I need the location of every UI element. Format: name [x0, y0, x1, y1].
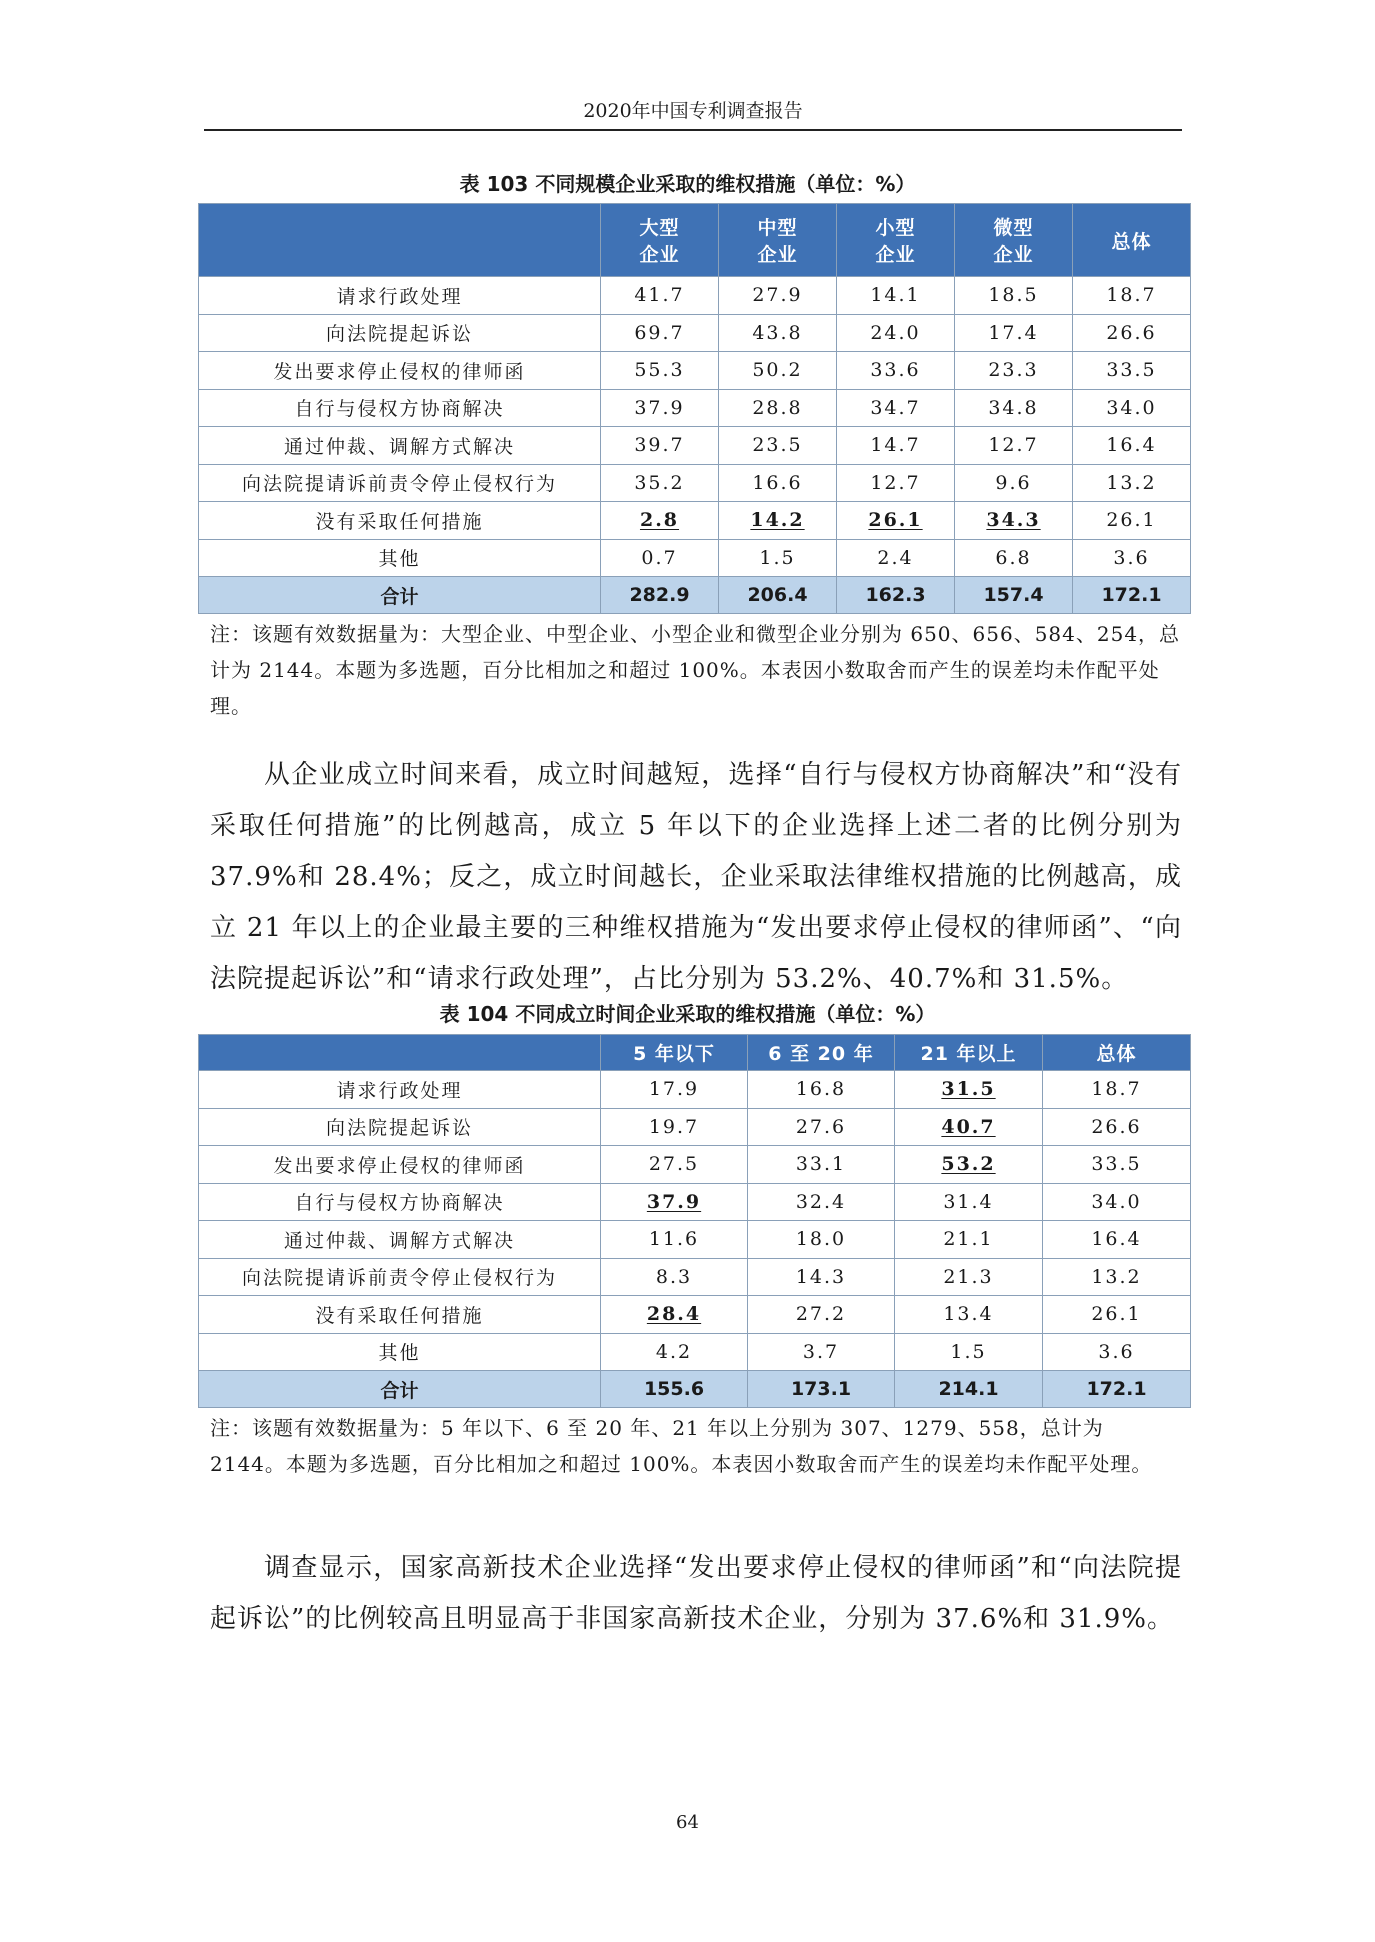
total-cell: 173.1	[748, 1371, 895, 1408]
table-row	[199, 1296, 1191, 1334]
cell: 0.7	[601, 539, 719, 577]
cell: 19.7	[601, 1108, 748, 1146]
column-header: 微型 企业	[955, 204, 1073, 277]
total-cell: 172.1	[1073, 577, 1191, 614]
column-header: 21 年以上	[895, 1035, 1043, 1071]
cell: 13.2	[1043, 1258, 1191, 1296]
cell: 33.5	[1073, 352, 1191, 390]
cell: 14.3	[748, 1258, 895, 1296]
highlight-cell: 28.4	[601, 1296, 748, 1334]
table-header-row	[199, 1035, 1191, 1071]
table-row	[199, 389, 1191, 427]
row-label: 没有采取任何措施	[199, 502, 601, 540]
cell: 27.5	[601, 1146, 748, 1184]
table-row	[199, 277, 1191, 315]
cell: 26.1	[1073, 502, 1191, 540]
cell: 24.0	[837, 314, 955, 352]
table-row	[199, 1183, 1191, 1221]
cell: 8.3	[601, 1258, 748, 1296]
row-label: 发出要求停止侵权的律师函	[199, 352, 601, 390]
row-label: 没有采取任何措施	[199, 1296, 601, 1334]
highlight-cell: 2.8	[601, 502, 719, 540]
cell: 1.5	[895, 1333, 1043, 1371]
cell: 2.4	[837, 539, 955, 577]
cell: 11.6	[601, 1221, 748, 1259]
column-header: 5 年以下	[601, 1035, 748, 1071]
cell: 41.7	[601, 277, 719, 315]
header-blank-cell	[199, 1035, 601, 1071]
row-label: 向法院提起诉讼	[199, 314, 601, 352]
row-label: 其他	[199, 539, 601, 577]
cell: 31.4	[895, 1183, 1043, 1221]
cell: 37.9	[601, 389, 719, 427]
body-paragraph: 调查显示，国家高新技术企业选择“发出要求停止侵权的律师函”和“向法院提起诉讼”的比例较高且明显高于非国家高新技术企业，分别为 37.6%和 31.9%。	[210, 1553, 1182, 1634]
cell: 27.6	[748, 1108, 895, 1146]
cell: 16.4	[1043, 1221, 1191, 1259]
total-cell: 155.6	[601, 1371, 748, 1408]
cell: 26.6	[1073, 314, 1191, 352]
table-104	[198, 1034, 1191, 1408]
row-label: 自行与侵权方协商解决	[199, 1183, 601, 1221]
cell: 12.7	[837, 464, 955, 502]
column-header: 总体	[1043, 1035, 1191, 1071]
header-blank-cell	[199, 204, 601, 277]
highlight-cell: 14.2	[719, 502, 837, 540]
table-header-row	[199, 204, 1191, 277]
cell: 39.7	[601, 427, 719, 465]
column-header: 总体	[1073, 204, 1191, 277]
cell: 35.2	[601, 464, 719, 502]
cell: 34.0	[1043, 1183, 1191, 1221]
table-row	[199, 1146, 1191, 1184]
total-label: 合计	[199, 577, 601, 614]
table-row	[199, 1333, 1191, 1371]
table-row	[199, 502, 1191, 540]
cell: 23.3	[955, 352, 1073, 390]
total-cell: 282.9	[601, 577, 719, 614]
total-cell: 214.1	[895, 1371, 1043, 1408]
table-row	[199, 352, 1191, 390]
row-label: 通过仲裁、调解方式解决	[199, 427, 601, 465]
row-label: 请求行政处理	[199, 277, 601, 315]
cell: 27.2	[748, 1296, 895, 1334]
cell: 43.8	[719, 314, 837, 352]
row-label: 向法院提请诉前责令停止侵权行为	[199, 1258, 601, 1296]
running-header: 2020年中国专利调查报告	[204, 96, 1182, 131]
row-label: 向法院提请诉前责令停止侵权行为	[199, 464, 601, 502]
cell: 9.6	[955, 464, 1073, 502]
row-label: 其他	[199, 1333, 601, 1371]
total-cell: 206.4	[719, 577, 837, 614]
table-104-note: 注：该题有效数据量为：5 年以下、6 至 20 年、21 年以上分别为 307、1279、558，总计为 2144。本题为多选题，百分比相加之和超过 100%。本表因小数取舍而产生的误差均未作配平处理。	[210, 1416, 1153, 1476]
row-label: 请求行政处理	[199, 1071, 601, 1109]
cell: 26.6	[1043, 1108, 1191, 1146]
page-number: 64	[676, 1812, 699, 1833]
cell: 13.2	[1073, 464, 1191, 502]
cell: 27.9	[719, 277, 837, 315]
total-label: 合计	[199, 1371, 601, 1408]
cell: 16.8	[748, 1071, 895, 1109]
cell: 50.2	[719, 352, 837, 390]
cell: 16.4	[1073, 427, 1191, 465]
total-cell: 157.4	[955, 577, 1073, 614]
table-104-caption: 表 104 不同成立时间企业采取的维权措施（单位：%）	[439, 1002, 936, 1026]
table-row	[199, 1221, 1191, 1259]
cell: 33.6	[837, 352, 955, 390]
cell: 14.1	[837, 277, 955, 315]
cell: 21.1	[895, 1221, 1043, 1259]
cell: 23.5	[719, 427, 837, 465]
cell: 17.9	[601, 1071, 748, 1109]
cell: 18.0	[748, 1221, 895, 1259]
cell: 21.3	[895, 1258, 1043, 1296]
cell: 26.1	[1043, 1296, 1191, 1334]
cell: 28.8	[719, 389, 837, 427]
highlight-cell: 53.2	[895, 1146, 1043, 1184]
cell: 55.3	[601, 352, 719, 390]
cell: 69.7	[601, 314, 719, 352]
table-103	[198, 203, 1191, 614]
highlight-cell: 31.5	[895, 1071, 1043, 1109]
table-row	[199, 464, 1191, 502]
cell: 16.6	[719, 464, 837, 502]
cell: 17.4	[955, 314, 1073, 352]
column-header: 6 至 20 年	[748, 1035, 895, 1071]
cell: 14.7	[837, 427, 955, 465]
cell: 3.7	[748, 1333, 895, 1371]
row-label: 向法院提起诉讼	[199, 1108, 601, 1146]
cell: 34.8	[955, 389, 1073, 427]
total-cell: 172.1	[1043, 1371, 1191, 1408]
highlight-cell: 34.3	[955, 502, 1073, 540]
table-row	[199, 1258, 1191, 1296]
cell: 13.4	[895, 1296, 1043, 1334]
cell: 18.5	[955, 277, 1073, 315]
column-header: 小型 企业	[837, 204, 955, 277]
highlight-cell: 26.1	[837, 502, 955, 540]
row-label: 通过仲裁、调解方式解决	[199, 1221, 601, 1259]
cell: 18.7	[1043, 1071, 1191, 1109]
cell: 33.5	[1043, 1146, 1191, 1184]
cell: 18.7	[1073, 277, 1191, 315]
table-row	[199, 314, 1191, 352]
column-header: 大型 企业	[601, 204, 719, 277]
cell: 6.8	[955, 539, 1073, 577]
cell: 4.2	[601, 1333, 748, 1371]
row-label: 发出要求停止侵权的律师函	[199, 1146, 601, 1184]
total-cell: 162.3	[837, 577, 955, 614]
highlight-cell: 40.7	[895, 1108, 1043, 1146]
table-row	[199, 539, 1191, 577]
table-total-row	[199, 577, 1191, 614]
table-row	[199, 1071, 1191, 1109]
table-row	[199, 1108, 1191, 1146]
cell: 32.4	[748, 1183, 895, 1221]
cell: 34.7	[837, 389, 955, 427]
row-label: 自行与侵权方协商解决	[199, 389, 601, 427]
table-103-note: 注：该题有效数据量为：大型企业、中型企业、小型企业和微型企业分别为 650、656、584、254，总计为 2144。本题为多选题，百分比相加之和超过 100%。本表因小数取舍而产生的误差均未作配平处理。	[210, 622, 1181, 718]
cell: 33.1	[748, 1146, 895, 1184]
column-header: 中型 企业	[719, 204, 837, 277]
cell: 3.6	[1043, 1333, 1191, 1371]
table-103-caption: 表 103 不同规模企业采取的维权措施（单位：%）	[459, 172, 916, 196]
cell: 1.5	[719, 539, 837, 577]
body-paragraph: 从企业成立时间来看，成立时间越短，选择“自行与侵权方协商解决”和“没有采取任何措施”的比例越高，成立 5 年以下的企业选择上述二者的比例分别为 37.9%和 28.4%；反之，成立时间越长，企业采取法律维权措施的比例越高，成立 21 年以上的企业最主要的三种维权措施为“发出要求停止侵权的律师函”、“向法院提起诉讼”和“请求行政处理”，占比分别为 53.2%、40.7%和 31.5%。	[210, 760, 1182, 994]
cell: 3.6	[1073, 539, 1191, 577]
highlight-cell: 37.9	[601, 1183, 748, 1221]
table-row	[199, 427, 1191, 465]
table-total-row	[199, 1371, 1191, 1408]
cell: 34.0	[1073, 389, 1191, 427]
cell: 12.7	[955, 427, 1073, 465]
